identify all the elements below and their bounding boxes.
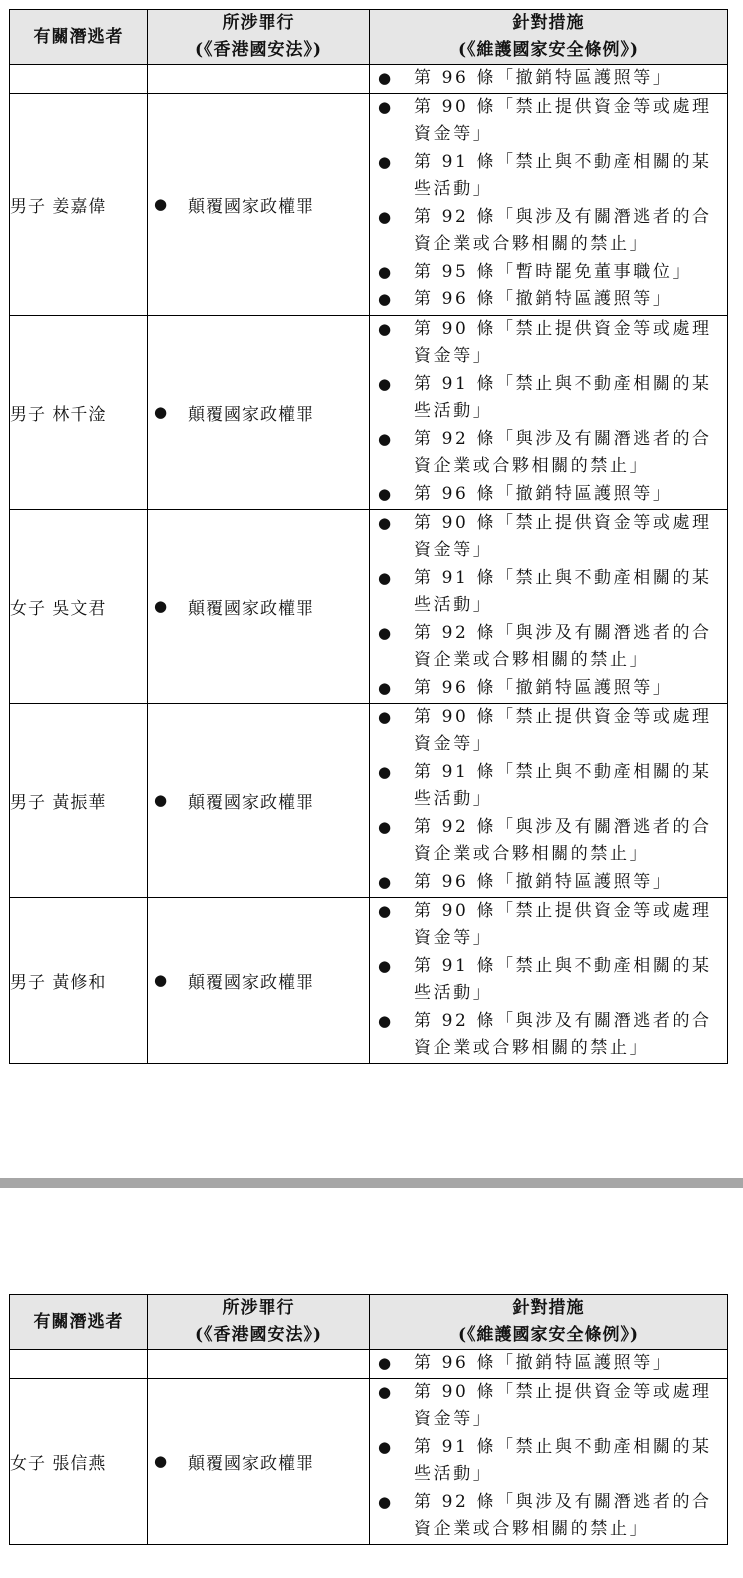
bullet-icon: ● [378, 484, 392, 503]
offence-text: 顛覆國家政權罪 [188, 972, 314, 993]
table-row [10, 509, 728, 703]
offence-text: 顛覆國家政權罪 [188, 1453, 314, 1474]
bullet-icon: ● [378, 762, 392, 781]
measure-item [370, 286, 727, 314]
header-offence [148, 1295, 370, 1350]
table-row [10, 315, 728, 509]
measure-item [370, 1350, 727, 1378]
bullet-icon: ● [154, 791, 169, 809]
measures-cell [370, 1378, 728, 1544]
bullet-icon: ● [378, 956, 392, 975]
measure-item [370, 1379, 727, 1434]
measure-item [370, 426, 727, 481]
absconder-name: 男子 林千淦 [10, 315, 148, 509]
bullet-icon: ● [378, 568, 392, 587]
measure-item [370, 1489, 727, 1544]
table-row [10, 93, 728, 315]
header-offence-line2: (《香港國安法》) [194, 40, 323, 60]
bullet-icon: ● [378, 513, 392, 532]
measure-item [370, 510, 727, 565]
absconders-table-page-1 [9, 9, 728, 1064]
offence-cell [148, 93, 370, 315]
empty-cell [10, 1350, 148, 1379]
bullet-icon: ● [378, 152, 392, 171]
absconder-name: 男子 黃振華 [10, 703, 148, 897]
bullet-icon: ● [378, 707, 392, 726]
measure-item [370, 759, 727, 814]
header-offence-line2: (《香港國安法》) [194, 1325, 323, 1345]
bullet-icon: ● [378, 374, 392, 393]
offence-cell [148, 509, 370, 703]
offence-text: 顛覆國家政權罪 [188, 598, 314, 619]
offence-text: 顛覆國家政權罪 [188, 792, 314, 813]
header-offence-line1: 所涉罪行 [222, 1298, 295, 1318]
empty-cell [148, 65, 370, 94]
bullet-icon: ● [378, 1492, 392, 1511]
offence-text: 顛覆國家政權罪 [188, 404, 314, 425]
offence-cell [148, 703, 370, 897]
continuation-row [10, 1350, 728, 1379]
bullet-icon: ● [154, 597, 169, 615]
header-measures [370, 10, 728, 65]
measure-text: 第 90 條「禁止提供資金等或處理資金等」 [414, 900, 712, 948]
measure-text: 第 91 條「禁止與不動產相關的某些活動」 [414, 567, 712, 615]
measure-text: 第 91 條「禁止與不動產相關的某些活動」 [414, 373, 712, 421]
header-measures-line2: (《維護國家安全條例》) [457, 40, 640, 60]
measures-cell [370, 93, 728, 315]
measure-item [370, 675, 727, 703]
measure-item [370, 316, 727, 371]
measure-text: 第 90 條「禁止提供資金等或處理資金等」 [414, 1381, 712, 1429]
bullet-icon: ● [378, 290, 392, 308]
measure-item [370, 481, 727, 509]
measure-text: 第 92 條「與涉及有關潛逃者的合資企業或合夥相關的禁止」 [414, 816, 712, 864]
measures-cell [370, 315, 728, 509]
empty-cell [148, 1350, 370, 1379]
measures-cell [370, 703, 728, 897]
measure-text: 第 92 條「與涉及有關潛逃者的合資企業或合夥相關的禁止」 [414, 428, 712, 476]
measure-text: 第 92 條「與涉及有關潛逃者的合資企業或合夥相關的禁止」 [414, 206, 712, 254]
measure-item [370, 898, 727, 953]
measure-text: 第 90 條「禁止提供資金等或處理資金等」 [414, 318, 712, 366]
measure-item [370, 620, 727, 675]
header-measures-line1: 針對措施 [512, 13, 585, 33]
table-header-row [10, 10, 728, 65]
measure-item [370, 869, 727, 897]
measure-item [370, 1008, 727, 1063]
offence-cell [148, 1378, 370, 1544]
bullet-icon: ● [378, 1382, 392, 1401]
header-measures-line1: 針對措施 [512, 1298, 585, 1318]
header-measures-line2: (《維護國家安全條例》) [457, 1325, 640, 1345]
bullet-icon: ● [378, 262, 392, 281]
absconders-table-page-2 [9, 1294, 728, 1545]
header-offence [148, 10, 370, 65]
bullet-icon: ● [378, 817, 392, 836]
absconder-name: 女子 張信燕 [10, 1378, 148, 1544]
measure-item [370, 259, 727, 287]
bullet-icon: ● [378, 69, 392, 87]
measure-item [370, 65, 727, 93]
bullet-icon: ● [154, 403, 169, 421]
measures-cell [370, 509, 728, 703]
bullet-icon: ● [154, 195, 169, 213]
measure-item [370, 149, 727, 204]
measure-text: 第 96 條「撤銷特區護照等」 [414, 483, 673, 504]
measure-text: 第 90 條「禁止提供資金等或處理資金等」 [414, 706, 712, 754]
table-row [10, 897, 728, 1063]
measure-text: 第 96 條「撤銷特區護照等」 [414, 871, 673, 892]
measures-cell [370, 897, 728, 1063]
offence-text: 顛覆國家政權罪 [188, 196, 314, 217]
measure-text: 第 90 條「禁止提供資金等或處理資金等」 [414, 512, 712, 560]
bullet-icon: ● [378, 872, 392, 891]
measure-item [370, 1434, 727, 1489]
bullet-icon: ● [154, 1452, 169, 1470]
measure-text: 第 91 條「禁止與不動產相關的某些活動」 [414, 1436, 712, 1484]
measure-item [370, 565, 727, 620]
offence-cell [148, 315, 370, 509]
measure-item [370, 953, 727, 1008]
continuation-row [10, 65, 728, 94]
measure-text: 第 91 條「禁止與不動產相關的某些活動」 [414, 151, 712, 199]
measure-item [370, 371, 727, 426]
measures-cell [370, 65, 728, 94]
measure-text: 第 92 條「與涉及有關潛逃者的合資企業或合夥相關的禁止」 [414, 1010, 712, 1058]
offence-cell [148, 897, 370, 1063]
measure-text: 第 95 條「暫時罷免董事職位」 [414, 261, 693, 282]
measure-text: 第 96 條「撤銷特區護照等」 [414, 68, 673, 88]
page-separator [0, 1178, 743, 1188]
bullet-icon: ● [378, 1354, 392, 1372]
bullet-icon: ● [378, 901, 392, 920]
document-page-2 [0, 1188, 743, 1578]
bullet-icon: ● [154, 971, 169, 989]
bullet-icon: ● [378, 678, 392, 697]
measure-text: 第 96 條「撤銷特區護照等」 [414, 289, 673, 309]
measure-text: 第 92 條「與涉及有關潛逃者的合資企業或合夥相關的禁止」 [414, 1491, 712, 1539]
bullet-icon: ● [378, 319, 392, 338]
measure-text: 第 92 條「與涉及有關潛逃者的合資企業或合夥相關的禁止」 [414, 622, 712, 670]
measures-cell [370, 1350, 728, 1379]
measure-item [370, 704, 727, 759]
table-row [10, 703, 728, 897]
bullet-icon: ● [378, 207, 392, 226]
empty-cell [10, 65, 148, 94]
table-header-row [10, 1295, 728, 1350]
table-row [10, 1378, 728, 1544]
absconder-name: 男子 姜嘉偉 [10, 93, 148, 315]
measure-text: 第 96 條「撤銷特區護照等」 [414, 677, 673, 698]
measure-item [370, 94, 727, 149]
measure-text: 第 91 條「禁止與不動產相關的某些活動」 [414, 955, 712, 1003]
measure-text: 第 91 條「禁止與不動產相關的某些活動」 [414, 761, 712, 809]
bullet-icon: ● [378, 623, 392, 642]
bullet-icon: ● [378, 429, 392, 448]
measure-item [370, 204, 727, 259]
header-measures [370, 1295, 728, 1350]
absconder-name: 女子 吳文君 [10, 509, 148, 703]
bullet-icon: ● [378, 1437, 392, 1456]
measure-text: 第 90 條「禁止提供資金等或處理資金等」 [414, 96, 712, 144]
header-absconder: 有關潛逃者 [10, 1295, 148, 1350]
absconder-name: 男子 黃修和 [10, 897, 148, 1063]
measure-text: 第 96 條「撤銷特區護照等」 [414, 1353, 673, 1373]
header-offence-line1: 所涉罪行 [222, 13, 295, 33]
bullet-icon: ● [378, 97, 392, 116]
bullet-icon: ● [378, 1011, 392, 1030]
measure-item [370, 814, 727, 869]
header-absconder: 有關潛逃者 [10, 10, 148, 65]
